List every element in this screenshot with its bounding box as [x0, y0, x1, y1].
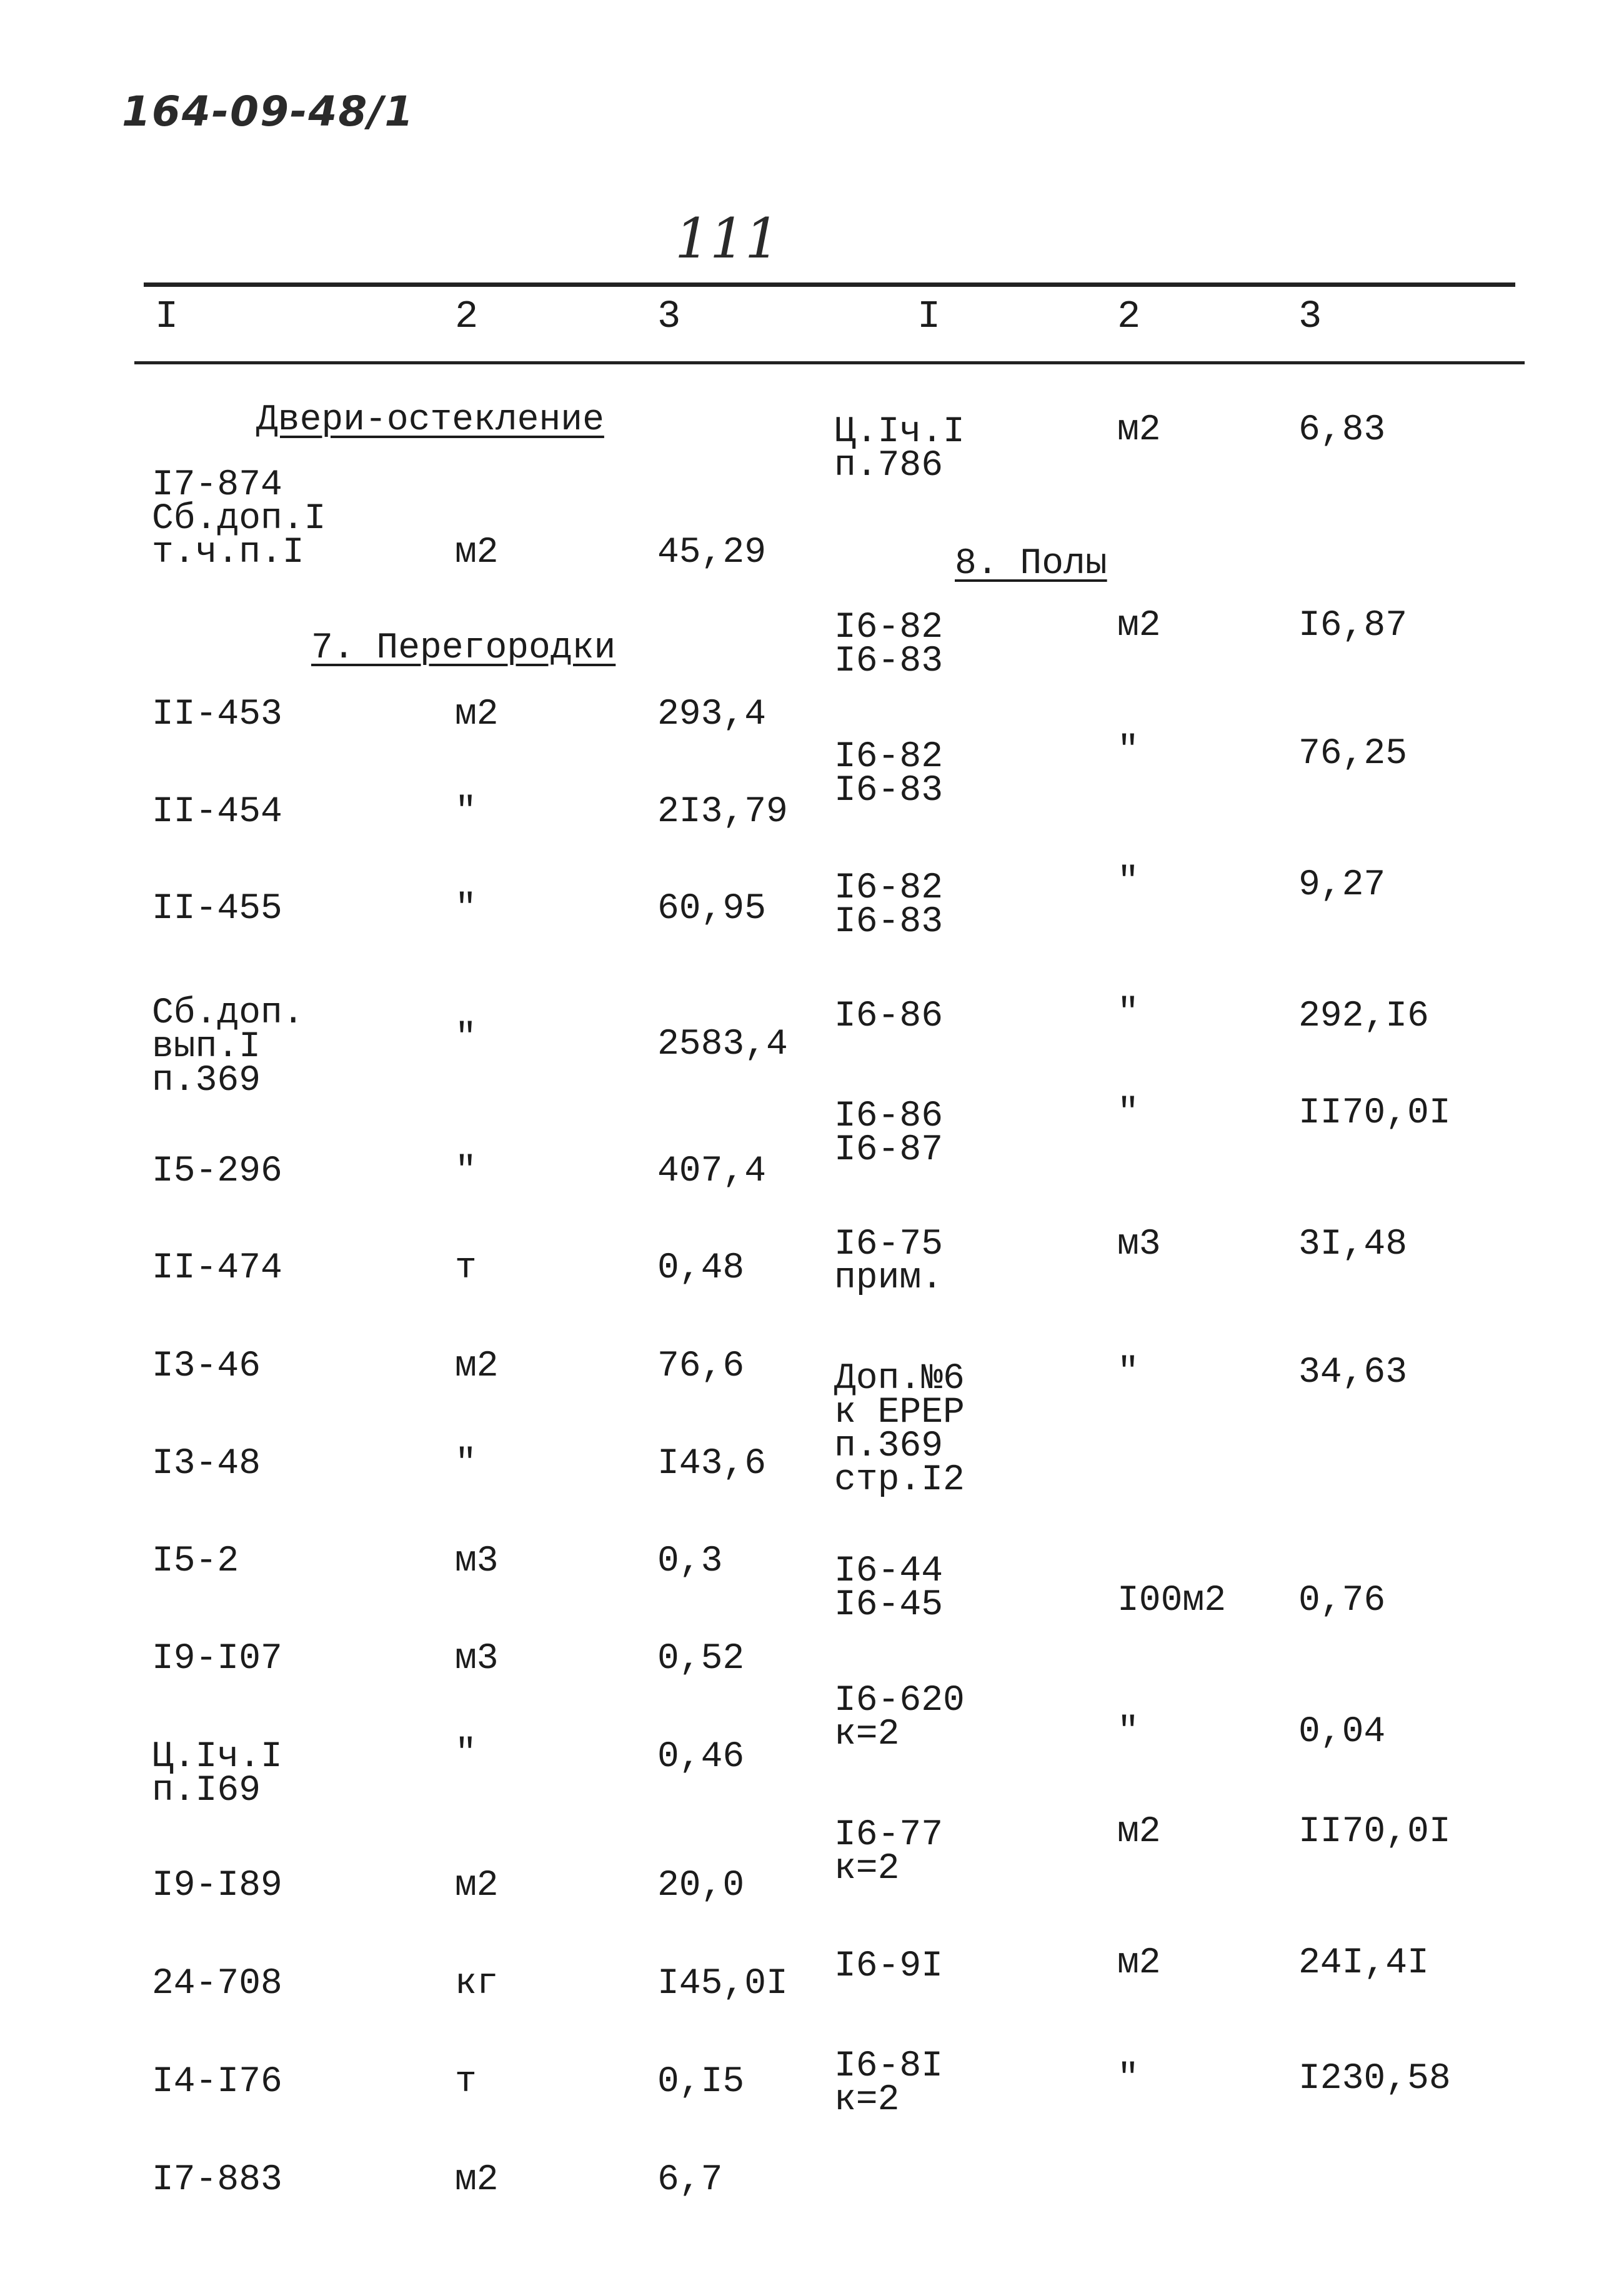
doors-row-unit: м2: [455, 532, 499, 573]
header-right-col-2: 2: [1117, 294, 1141, 339]
right-row-unit: ": [1117, 1712, 1139, 1752]
left-row-unit: ": [455, 1734, 477, 1774]
right-row-value: 0,76: [1298, 1581, 1386, 1621]
right-row-code: I6-8I к=2: [834, 2046, 944, 2121]
right-row-unit: ": [1117, 731, 1139, 771]
header-right-col-1: I: [917, 294, 941, 339]
right-row-code: I6-82 I6-83: [834, 737, 944, 811]
left-row-value: 0,46: [657, 1737, 745, 1777]
left-row-value: 0,I5: [657, 2062, 745, 2102]
document-code: 164-09-48/1: [122, 87, 415, 136]
right-row-unit: м2: [1117, 1812, 1161, 1852]
right-row-value: 24I,4I: [1298, 1943, 1429, 1984]
left-row-unit: м2: [455, 694, 499, 735]
right-row-unit: м2: [1117, 410, 1161, 451]
left-row-code: I5-2: [152, 1541, 239, 1582]
right-row-code: I6-44 I6-45: [834, 1551, 944, 1626]
right-row-value: II70,0I: [1298, 1812, 1451, 1852]
left-row-value: 0,3: [657, 1541, 723, 1582]
left-row-unit: м2: [455, 1346, 499, 1387]
left-row-code: I4-I76: [152, 2062, 282, 2102]
header-left-col-3: 3: [657, 294, 681, 339]
section-title-floors: 8. Полы: [955, 544, 1107, 584]
right-row-value: 34,63: [1298, 1352, 1408, 1393]
left-row-code: Сб.доп. вып.I п.369: [152, 993, 304, 1101]
right-row-value: I230,58: [1298, 2059, 1451, 2099]
left-row-unit: м2: [455, 2160, 499, 2201]
left-row-code: I5-296: [152, 1151, 282, 1192]
left-row-value: 407,4: [657, 1151, 767, 1192]
table-top-rule: [144, 282, 1515, 287]
header-right-col-3: 3: [1298, 294, 1322, 339]
left-row-value: 20,0: [657, 1866, 745, 1906]
left-row-unit: м3: [455, 1639, 499, 1679]
left-row-code: II-454: [152, 792, 282, 832]
left-row-code: I7-883: [152, 2160, 282, 2201]
right-row-code: I6-82 I6-83: [834, 868, 944, 942]
left-row-unit: м2: [455, 1866, 499, 1906]
left-row-code: II-474: [152, 1248, 282, 1289]
left-row-unit: ": [455, 1018, 477, 1059]
left-row-code: I3-46: [152, 1346, 261, 1387]
left-row-code: II-453: [152, 694, 282, 735]
left-row-unit: ": [455, 792, 477, 832]
right-row-code: I6-86 I6-87: [834, 1096, 944, 1171]
right-row-value: 9,27: [1298, 865, 1386, 906]
left-row-value: 2583,4: [657, 1024, 788, 1065]
left-row-value: 6,7: [657, 2160, 723, 2201]
right-row-value: 0,04: [1298, 1712, 1386, 1752]
left-row-code: II-455: [152, 889, 282, 929]
left-row-code: 24-708: [152, 1964, 282, 2004]
header-left-col-1: I: [155, 294, 179, 339]
left-row-unit: м3: [455, 1541, 499, 1582]
right-row-unit: ": [1117, 1352, 1139, 1393]
page-number: 111: [675, 206, 780, 271]
right-row-unit: м2: [1117, 606, 1161, 646]
left-row-code: I9-I07: [152, 1639, 282, 1679]
left-row-value: 76,6: [657, 1346, 745, 1387]
left-row-code: I3-48: [152, 1444, 261, 1484]
left-row-value: I45,0I: [657, 1964, 788, 2004]
left-row-unit: ": [455, 1444, 477, 1484]
section-title-doors: Двери-остекление: [256, 400, 604, 441]
doors-row-value: 45,29: [657, 532, 767, 573]
left-row-value: I43,6: [657, 1444, 767, 1484]
right-row-code: I6-75 прим.: [834, 1224, 944, 1299]
left-row-unit: кг: [455, 1964, 499, 2004]
section-title-partitions: 7. Перегородки: [311, 628, 616, 669]
right-row-value: 76,25: [1298, 734, 1408, 774]
right-row-code: I6-86: [834, 996, 944, 1037]
right-row-code: I6-77 к=2: [834, 1815, 944, 1889]
right-row-code: I6-620 к=2: [834, 1681, 965, 1755]
left-row-unit: ": [455, 1151, 477, 1192]
right-row-value: 292,I6: [1298, 996, 1429, 1037]
header-bottom-rule: [134, 361, 1525, 364]
left-row-code: I9-I89: [152, 1866, 282, 1906]
right-row-unit: ": [1117, 1093, 1139, 1134]
left-row-unit: т: [455, 1248, 477, 1289]
left-row-value: 0,48: [657, 1248, 745, 1289]
left-row-value: 2I3,79: [657, 792, 788, 832]
right-row-unit: I00м2: [1117, 1581, 1227, 1621]
right-row-code: Доп.№6 к ЕРЕР п.369 стр.I2: [834, 1359, 965, 1501]
right-row-value: I6,87: [1298, 606, 1408, 646]
right-row-value: II70,0I: [1298, 1093, 1451, 1134]
right-row-unit: ": [1117, 993, 1139, 1034]
right-row-code: Ц.Iч.I п.786: [834, 412, 965, 486]
right-row-value: 6,83: [1298, 410, 1386, 451]
left-row-value: 0,52: [657, 1639, 745, 1679]
left-row-value: 293,4: [657, 694, 767, 735]
left-row-value: 60,95: [657, 889, 767, 929]
left-row-code: Ц.Iч.I п.I69: [152, 1737, 282, 1811]
header-left-col-2: 2: [455, 294, 479, 339]
right-row-unit: м2: [1117, 1943, 1161, 1984]
right-row-unit: м3: [1117, 1224, 1161, 1265]
right-row-value: 3I,48: [1298, 1224, 1408, 1265]
right-row-unit: ": [1117, 862, 1139, 902]
left-row-unit: т: [455, 2062, 477, 2102]
right-row-code: I6-9I: [834, 1946, 944, 1987]
right-row-unit: ": [1117, 2059, 1139, 2099]
doors-row-code: I7-874 Сб.доп.I т.ч.п.I: [152, 465, 326, 573]
right-row-code: I6-82 I6-83: [834, 607, 944, 682]
left-row-unit: ": [455, 889, 477, 929]
